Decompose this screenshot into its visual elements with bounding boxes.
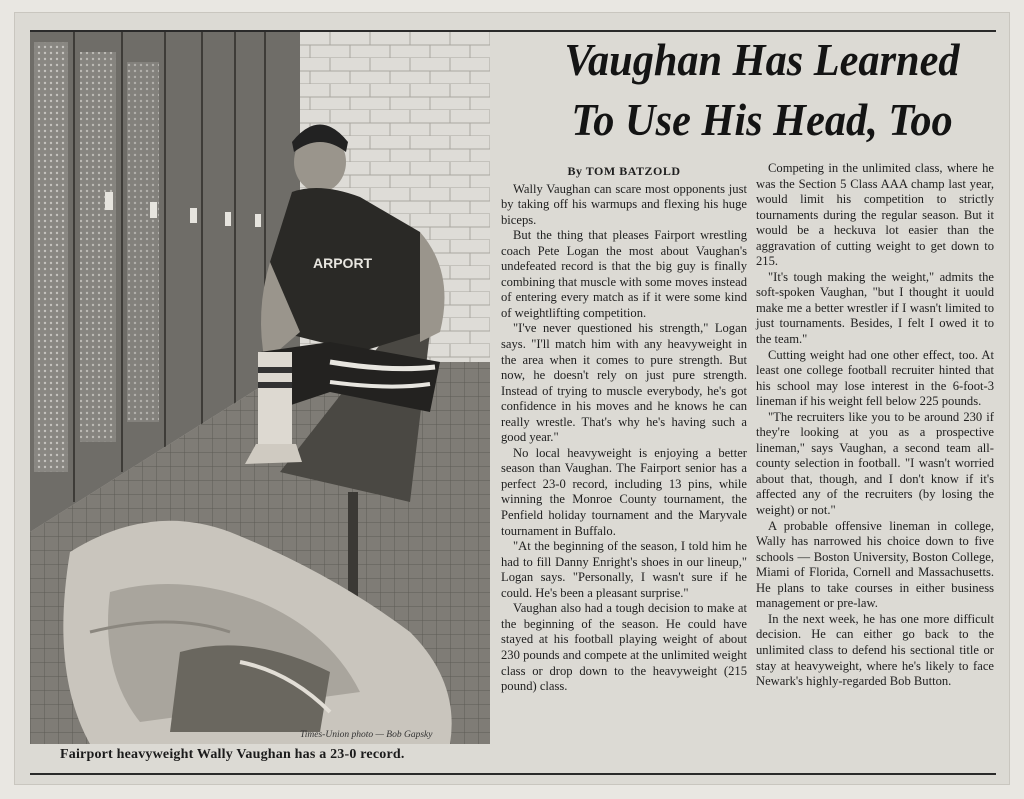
paragraph: "It's tough making the weight," admits the soft-spoken Vaughan, "but I thought it uould make me a better wrestler if I wasn't limited to just tournaments. Besides, I felt I owed it to the team." [756,269,994,347]
headline-line-1: Vaughan Has Learned [564,34,960,85]
article-photo [30,32,490,744]
headline-line-2: To Use His Head, Too [571,94,953,145]
photo-credit: Times-Union photo — Bob Gapsky [300,730,433,740]
paragraph: No local heavyweight is enjoying a better season than Vaughan. The Fairport senior has a perfect 23-0 record, including 13 pins, while winning the Monroe County tournament, the Penfield holiday tournament and the Maryvale tournament in Buffalo. [501,445,747,538]
paragraph: Competing in the unlimited class, where he was the Section 5 Class AAA champ last year, would limit his competition to strictly tournaments during the regular season. But it would be a heckuva lot easier than the aggravation of cutting weight to get down to 215. [756,161,994,269]
article-column-1 [501,164,747,695]
paragraph: In the next week, he has one more difficult decision. He can either go back to the unlimited class to defend his sectional title or stay at heavyweight, where he's likely to face Newark's highly-regarded Bob Button. [756,611,994,689]
jersey-text: ARPORT [313,255,373,271]
paragraph: "The recruiters like you to be around 230 if they're looking at you as a prospective lineman," says Vaughan, a second team all-county selection in football. "I wasn't worried about that, though, and I don't know if it's affected any of the recruiters (by losing the weight) or not." [756,409,994,518]
paragraph: Wally Vaughan can scare most opponents just by taking off his warmups and flexing his huge biceps. [501,181,747,227]
paragraph: But the thing that pleases Fairport wrestling coach Pete Logan the most about Vaughan's undefeated record is that the big guy is finally combining that muscle with some moves instead of entering every match as if it were some kind of weightlifting competition. [501,228,747,320]
article-column-2 [756,161,994,690]
paragraph: Vaughan also had a tough decision to make at the beginning of the season. He could have stayed at his football playing weight of about 230 pounds and compete at the unlimited weight class or drop down to the heavyweight (215 pound) class. [501,601,747,694]
locker-room-photo [30,32,490,744]
paragraph: "I've never questioned his strength," Logan says. "I'll match him with any heavyweight in the area when it comes to pure strength. But now, he doesn't rely on just pure strength. Instead of trying to muscle everybody, he's got confidence in his moves and he knows he can really wrestle. That's why he's having such a good year." [501,321,747,445]
photo-caption: Fairport heavyweight Wally Vaughan has a 23-0 record. [60,747,405,762]
paragraph: "At the beginning of the season, I told him he had to fill Danny Enright's shoes in our lineup," Logan says. "Personally, I wasn't sure if he could. He's been a pleasant surprise." [501,539,747,600]
paragraph: Cutting weight had one other effect, too. At least one college football recruiter hinted that his school may lose interest in the 6-foot-3 lineman if his weight fell below 225 pounds. [756,347,994,409]
byline: By TOM BATZOLD [567,164,681,178]
paragraph: A probable offensive lineman in college, Wally has narrowed his choice down to five schools — Boston University, Boston College, Miami of Florida, Cornell and Massachusetts. He plans to take courses in either business management or pre-law. [756,518,994,611]
bottom-rule [30,773,996,775]
article-headline [526,30,998,150]
